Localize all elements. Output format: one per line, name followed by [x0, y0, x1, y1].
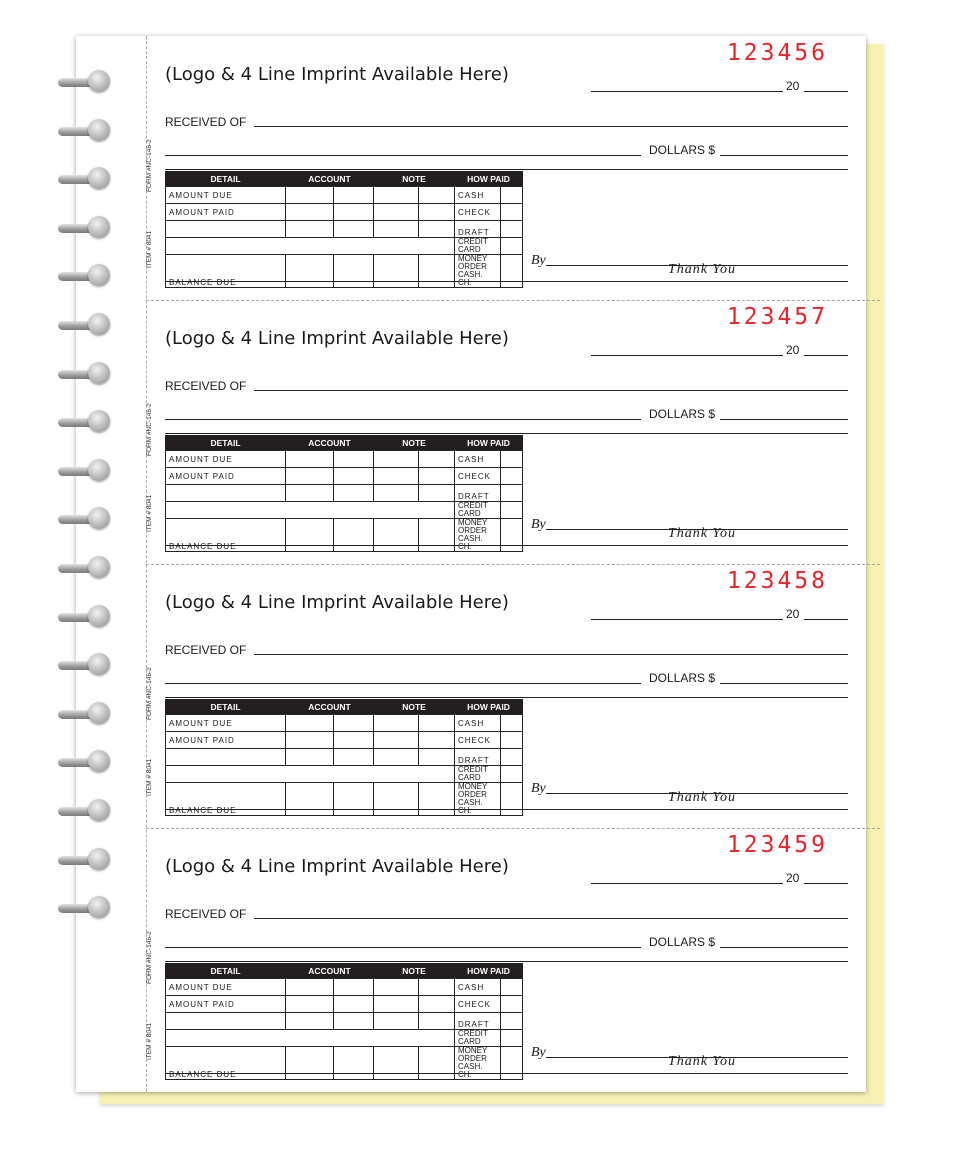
row-label-amount-due: AMOUNT DUE: [166, 451, 286, 468]
cell[interactable]: [334, 519, 374, 552]
cell[interactable]: [334, 1047, 374, 1080]
cell[interactable]: [334, 996, 374, 1013]
amount-words-field[interactable]: [165, 683, 641, 684]
perforation-line: [146, 300, 880, 301]
receipt-number: 123456: [726, 40, 828, 66]
how-paid-credit-card: CREDIT CARD: [455, 502, 501, 519]
payment-table: [165, 699, 523, 816]
checkbox-cash[interactable]: [501, 451, 523, 468]
how-paid-cash: CASH: [455, 715, 501, 732]
divider: [165, 281, 848, 282]
dollars-label: DOLLARS $: [649, 935, 716, 949]
header-how-paid: HOW PAID: [455, 700, 523, 715]
spiral-ring-icon: [58, 216, 110, 242]
cell[interactable]: [166, 1013, 286, 1030]
logo-imprint-placeholder: (Logo & 4 Line Imprint Available Here): [165, 328, 509, 349]
row-label-balance-due: BALANCE DUE: [166, 1047, 286, 1080]
how-paid-credit-card: CREDIT CARD: [455, 238, 501, 255]
received-of-label: RECEIVED OF: [165, 643, 247, 657]
date-field[interactable]: [591, 355, 783, 356]
header-note: NOTE: [374, 172, 455, 187]
row-label-amount-due: AMOUNT DUE: [166, 715, 286, 732]
cell[interactable]: [419, 749, 455, 766]
cell[interactable]: [374, 732, 419, 749]
thank-you-text: Thank You: [668, 1054, 737, 1069]
how-paid-draft: DRAFT: [455, 749, 501, 766]
item-code: ITEM # 8041: [146, 758, 153, 796]
header-how-paid: HOW PAID: [455, 964, 523, 979]
checkbox-credit-card[interactable]: [501, 1030, 523, 1047]
cell[interactable]: [286, 979, 334, 996]
spiral-ring-icon: [58, 507, 110, 533]
spiral-ring-icon: [58, 410, 110, 436]
cell[interactable]: [334, 451, 374, 468]
cell[interactable]: [334, 468, 374, 485]
received-of-label: RECEIVED OF: [165, 907, 247, 921]
cell[interactable]: [286, 749, 334, 766]
spiral-ring-icon: [58, 264, 110, 290]
cell[interactable]: [374, 1047, 419, 1080]
how-paid-draft: DRAFT: [455, 221, 501, 238]
header-account: ACCOUNT: [286, 172, 374, 187]
cell[interactable]: [419, 451, 455, 468]
cell[interactable]: [166, 1030, 455, 1047]
how-paid-credit-card: CREDIT CARD: [455, 766, 501, 783]
checkbox-credit-card[interactable]: [501, 502, 523, 519]
row-label-amount-paid: AMOUNT PAID: [166, 732, 286, 749]
checkbox-check[interactable]: [501, 204, 523, 221]
cell[interactable]: [286, 451, 334, 468]
checkbox-money-order[interactable]: [501, 783, 523, 816]
cell[interactable]: [286, 468, 334, 485]
by-label: By: [531, 517, 546, 532]
cell[interactable]: [419, 732, 455, 749]
thank-you-text: Thank You: [668, 526, 737, 541]
dollars-label: DOLLARS $: [649, 143, 716, 157]
checkbox-check[interactable]: [501, 468, 523, 485]
logo-imprint-placeholder: (Logo & 4 Line Imprint Available Here): [165, 856, 509, 877]
how-paid-check: CHECK: [455, 204, 501, 221]
dollars-amount-field[interactable]: [720, 947, 848, 948]
divider: [165, 697, 848, 698]
cell[interactable]: [166, 485, 286, 502]
cell[interactable]: [374, 451, 419, 468]
how-paid-draft: DRAFT: [455, 1013, 501, 1030]
cell[interactable]: [419, 204, 455, 221]
received-of-label: RECEIVED OF: [165, 115, 247, 129]
cell[interactable]: [334, 979, 374, 996]
by-label: By: [531, 253, 546, 268]
cell[interactable]: [374, 187, 419, 204]
cell[interactable]: [166, 502, 455, 519]
checkbox-check[interactable]: [501, 732, 523, 749]
cell[interactable]: [334, 749, 374, 766]
header-detail: DETAIL: [166, 964, 286, 979]
spiral-ring-icon: [58, 556, 110, 582]
date-year-label: 20: [786, 79, 800, 93]
spiral-ring-icon: [58, 605, 110, 631]
checkbox-cash[interactable]: [501, 187, 523, 204]
header-note: NOTE: [374, 964, 455, 979]
cell[interactable]: [419, 187, 455, 204]
receipt: [148, 300, 866, 564]
cell[interactable]: [374, 204, 419, 221]
date-year-field[interactable]: [804, 91, 848, 92]
dollars-amount-field[interactable]: [720, 683, 848, 684]
item-code: ITEM # 8041: [146, 230, 153, 268]
cell[interactable]: [374, 485, 419, 502]
by-label: By: [531, 1045, 546, 1060]
form-code: FORM #NC-146-2: [146, 931, 153, 984]
how-paid-cash: CASH: [455, 979, 501, 996]
date-year-label: 20: [786, 607, 800, 621]
date-field[interactable]: [591, 619, 783, 620]
received-of-label: RECEIVED OF: [165, 379, 247, 393]
received-of-field[interactable]: [254, 918, 848, 919]
spiral-ring-icon: [58, 70, 110, 96]
cell[interactable]: [334, 783, 374, 816]
form-code: FORM #NC-146-2: [146, 403, 153, 456]
cell[interactable]: [286, 996, 334, 1013]
payment-table: [165, 963, 523, 1080]
cell[interactable]: [419, 255, 455, 288]
row-label-balance-due: BALANCE DUE: [166, 783, 286, 816]
logo-imprint-placeholder: (Logo & 4 Line Imprint Available Here): [165, 64, 509, 85]
date-year-field[interactable]: [804, 355, 848, 356]
cell[interactable]: [334, 1013, 374, 1030]
perforation-line: [146, 564, 880, 565]
row-label-amount-due: AMOUNT DUE: [166, 187, 286, 204]
cell[interactable]: [166, 238, 455, 255]
amount-words-field[interactable]: [165, 155, 641, 156]
cell[interactable]: [374, 255, 419, 288]
cell[interactable]: [419, 1047, 455, 1080]
cell[interactable]: [286, 732, 334, 749]
date-year-field[interactable]: [804, 883, 848, 884]
cell[interactable]: [286, 485, 334, 502]
form-code: FORM #NC-146-2: [146, 667, 153, 720]
spiral-ring-icon: [58, 896, 110, 922]
cell[interactable]: [374, 715, 419, 732]
divider: [165, 809, 848, 810]
checkbox-draft[interactable]: [501, 221, 523, 238]
how-paid-cash: CASH: [455, 451, 501, 468]
thank-you-text: Thank You: [668, 262, 737, 277]
receipt-number: 123458: [726, 568, 828, 594]
spiral-binding: [0, 0, 140, 1152]
header-detail: DETAIL: [166, 700, 286, 715]
row-label-amount-paid: AMOUNT PAID: [166, 996, 286, 1013]
how-paid-money-order: MONEY ORDER CASH. CH.: [455, 783, 501, 816]
date-year-label: 20: [786, 343, 800, 357]
cell[interactable]: [419, 783, 455, 816]
cell[interactable]: [166, 221, 286, 238]
received-of-field[interactable]: [254, 390, 848, 391]
amount-words-field[interactable]: [165, 419, 641, 420]
payment-table: [165, 171, 523, 288]
item-code: ITEM # 8041: [146, 1022, 153, 1060]
header-account: ACCOUNT: [286, 436, 374, 451]
cell[interactable]: [286, 1047, 334, 1080]
checkbox-draft[interactable]: [501, 1013, 523, 1030]
header-how-paid: HOW PAID: [455, 436, 523, 451]
cell[interactable]: [286, 187, 334, 204]
checkbox-draft[interactable]: [501, 749, 523, 766]
spiral-ring-icon: [58, 119, 110, 145]
cell[interactable]: [286, 255, 334, 288]
cell[interactable]: [286, 221, 334, 238]
spiral-ring-icon: [58, 362, 110, 388]
divider: [165, 1073, 848, 1074]
cell[interactable]: [419, 519, 455, 552]
cell[interactable]: [419, 715, 455, 732]
divider: [165, 169, 848, 170]
checkbox-credit-card[interactable]: [501, 766, 523, 783]
receipt: [148, 36, 866, 300]
checkbox-credit-card[interactable]: [501, 238, 523, 255]
checkbox-cash[interactable]: [501, 979, 523, 996]
cell[interactable]: [374, 979, 419, 996]
header-detail: DETAIL: [166, 172, 286, 187]
how-paid-money-order: MONEY ORDER CASH. CH.: [455, 1047, 501, 1080]
cell[interactable]: [286, 783, 334, 816]
cell[interactable]: [334, 204, 374, 221]
row-label-amount-due: AMOUNT DUE: [166, 979, 286, 996]
date-field[interactable]: [591, 91, 783, 92]
cell[interactable]: [374, 783, 419, 816]
date-year-field[interactable]: [804, 619, 848, 620]
amount-words-field[interactable]: [165, 947, 641, 948]
cell[interactable]: [374, 1013, 419, 1030]
cell[interactable]: [419, 1013, 455, 1030]
cell[interactable]: [419, 996, 455, 1013]
cell[interactable]: [286, 715, 334, 732]
cell[interactable]: [286, 1013, 334, 1030]
cell[interactable]: [374, 519, 419, 552]
how-paid-check: CHECK: [455, 468, 501, 485]
cell[interactable]: [419, 468, 455, 485]
receipt: [148, 828, 866, 1092]
header-how-paid: HOW PAID: [455, 172, 523, 187]
payment-table: [165, 435, 523, 552]
received-of-field[interactable]: [254, 126, 848, 127]
perforation-line: [146, 828, 880, 829]
how-paid-money-order: MONEY ORDER CASH. CH.: [455, 519, 501, 552]
spiral-ring-icon: [58, 750, 110, 776]
received-of-field[interactable]: [254, 654, 848, 655]
checkbox-check[interactable]: [501, 996, 523, 1013]
cell[interactable]: [286, 519, 334, 552]
how-paid-money-order: MONEY ORDER CASH. CH.: [455, 255, 501, 288]
header-account: ACCOUNT: [286, 964, 374, 979]
spiral-ring-icon: [58, 459, 110, 485]
cell[interactable]: [334, 255, 374, 288]
cell[interactable]: [419, 979, 455, 996]
row-label-balance-due: BALANCE DUE: [166, 255, 286, 288]
checkbox-cash[interactable]: [501, 715, 523, 732]
date-field[interactable]: [591, 883, 783, 884]
row-label-balance-due: BALANCE DUE: [166, 519, 286, 552]
divider: [165, 545, 848, 546]
dollars-amount-field[interactable]: [720, 419, 848, 420]
cell[interactable]: [334, 187, 374, 204]
receipt-number: 123459: [726, 832, 828, 858]
checkbox-money-order[interactable]: [501, 255, 523, 288]
cell[interactable]: [166, 749, 286, 766]
cell[interactable]: [334, 485, 374, 502]
cell[interactable]: [334, 221, 374, 238]
receipt: [148, 564, 866, 828]
dollars-label: DOLLARS $: [649, 407, 716, 421]
header-note: NOTE: [374, 436, 455, 451]
spiral-ring-icon: [58, 653, 110, 679]
dollars-label: DOLLARS $: [649, 671, 716, 685]
cell[interactable]: [334, 715, 374, 732]
logo-imprint-placeholder: (Logo & 4 Line Imprint Available Here): [165, 592, 509, 613]
receipt-number: 123457: [726, 304, 828, 330]
header-account: ACCOUNT: [286, 700, 374, 715]
checkbox-money-order[interactable]: [501, 519, 523, 552]
spiral-ring-icon: [58, 702, 110, 728]
cell[interactable]: [334, 732, 374, 749]
cell[interactable]: [374, 996, 419, 1013]
dollars-amount-field[interactable]: [720, 155, 848, 156]
checkbox-draft[interactable]: [501, 485, 523, 502]
spiral-ring-icon: [58, 313, 110, 339]
row-label-amount-paid: AMOUNT PAID: [166, 468, 286, 485]
cell[interactable]: [374, 221, 419, 238]
divider: [165, 433, 848, 434]
cell[interactable]: [374, 749, 419, 766]
spiral-ring-icon: [58, 167, 110, 193]
row-label-amount-paid: AMOUNT PAID: [166, 204, 286, 221]
form-code: FORM #NC-146-2: [146, 139, 153, 192]
thank-you-text: Thank You: [668, 790, 737, 805]
cell[interactable]: [419, 485, 455, 502]
date-year-label: 20: [786, 871, 800, 885]
cell[interactable]: [166, 766, 455, 783]
spiral-ring-icon: [58, 799, 110, 825]
spiral-ring-icon: [58, 848, 110, 874]
cell[interactable]: [374, 468, 419, 485]
cell[interactable]: [419, 221, 455, 238]
header-detail: DETAIL: [166, 436, 286, 451]
how-paid-check: CHECK: [455, 732, 501, 749]
header-note: NOTE: [374, 700, 455, 715]
checkbox-money-order[interactable]: [501, 1047, 523, 1080]
how-paid-check: CHECK: [455, 996, 501, 1013]
item-code: ITEM # 8041: [146, 494, 153, 532]
how-paid-draft: DRAFT: [455, 485, 501, 502]
how-paid-cash: CASH: [455, 187, 501, 204]
divider: [165, 961, 848, 962]
cell[interactable]: [286, 204, 334, 221]
how-paid-credit-card: CREDIT CARD: [455, 1030, 501, 1047]
by-label: By: [531, 781, 546, 796]
